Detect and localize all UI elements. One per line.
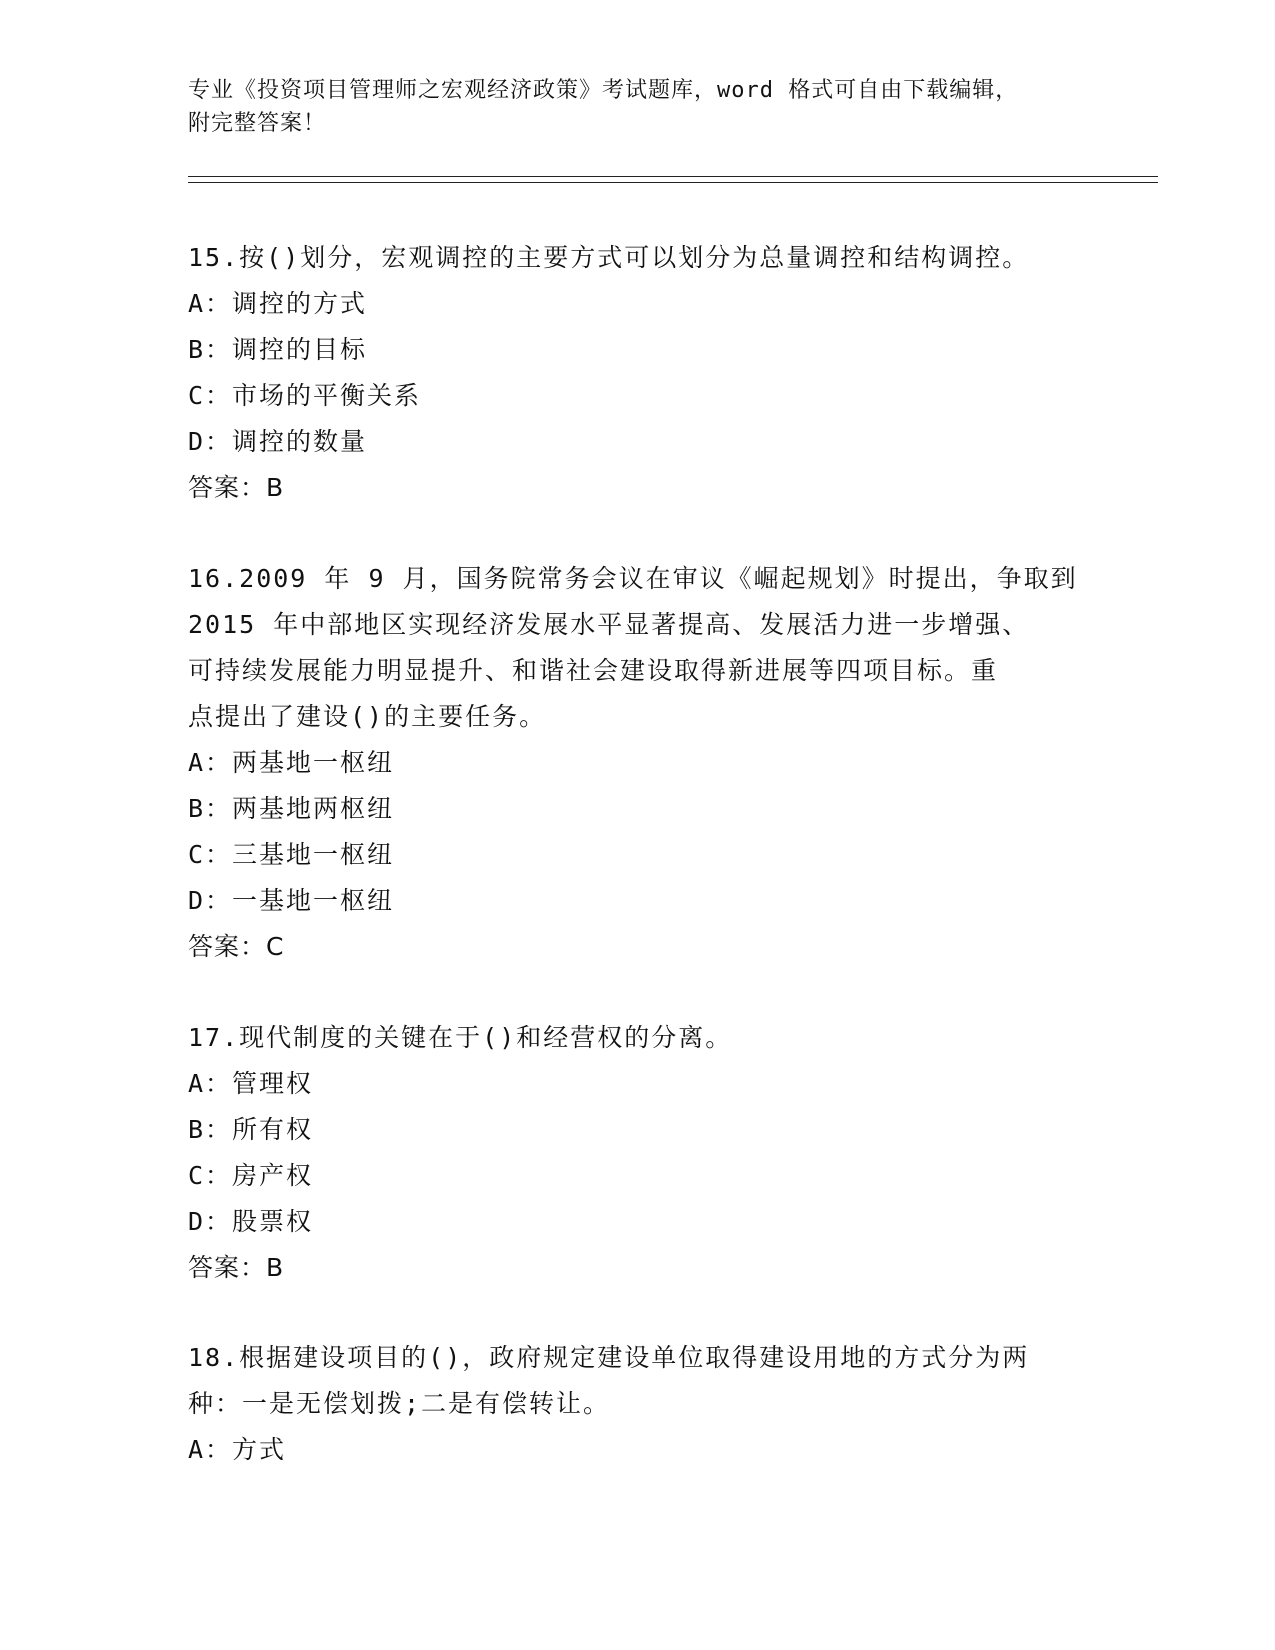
question-stem-line-4: 点提出了建设()的主要任务。 bbox=[188, 702, 547, 731]
question-stem-line-2: 种：一是无偿划拨;二是有偿转让。 bbox=[188, 1389, 611, 1418]
answer-line: 答案：B bbox=[188, 473, 285, 502]
option-b: B：所有权 bbox=[188, 1115, 314, 1144]
question-16 bbox=[188, 556, 1088, 970]
header-intro-line-2: 附完整答案！ bbox=[188, 111, 327, 136]
option-a: A：管理权 bbox=[188, 1069, 314, 1098]
header-divider-top bbox=[188, 176, 1158, 177]
question-stem-line-2: 2015 年中部地区实现经济发展水平显著提高、发展活力进一步增强、 bbox=[188, 610, 1030, 639]
question-18 bbox=[188, 1335, 1088, 1473]
answer-line: 答案：C bbox=[188, 932, 285, 961]
header-divider-bottom bbox=[188, 182, 1158, 183]
option-b: B：两基地两枢纽 bbox=[188, 794, 395, 823]
option-c: C：三基地一枢纽 bbox=[188, 840, 395, 869]
question-stem-line-3: 可持续发展能力明显提升、和谐社会建设取得新进展等四项目标。重 bbox=[188, 656, 999, 685]
question-stem-line-1: 18.根据建设项目的()，政府规定建设单位取得建设用地的方式分为两 bbox=[188, 1343, 1030, 1372]
option-a: A：调控的方式 bbox=[188, 289, 368, 318]
option-a: A：两基地一枢纽 bbox=[188, 748, 395, 777]
option-d: D：一基地一枢纽 bbox=[188, 886, 395, 915]
option-c: C：市场的平衡关系 bbox=[188, 381, 422, 410]
question-stem: 17.现代制度的关键在于()和经营权的分离。 bbox=[188, 1023, 733, 1052]
option-d: D：调控的数量 bbox=[188, 427, 368, 456]
document-header bbox=[188, 74, 1088, 140]
option-c: C：房产权 bbox=[188, 1161, 314, 1190]
option-d: D：股票权 bbox=[188, 1207, 314, 1236]
question-stem: 15.按()划分，宏观调控的主要方式可以划分为总量调控和结构调控。 bbox=[188, 243, 1030, 272]
question-15 bbox=[188, 235, 1088, 511]
question-stem-line-1: 16.2009 年 9 月，国务院常务会议在审议《崛起规划》时提出，争取到 bbox=[188, 564, 1078, 593]
option-b: B：调控的目标 bbox=[188, 335, 368, 364]
answer-line: 答案：B bbox=[188, 1253, 285, 1282]
header-intro-line-1: 专业《投资项目管理师之宏观经济政策》考试题库，word 格式可自由下载编辑， bbox=[188, 78, 1019, 103]
question-17 bbox=[188, 1015, 1088, 1291]
option-a: A：方式 bbox=[188, 1435, 287, 1464]
